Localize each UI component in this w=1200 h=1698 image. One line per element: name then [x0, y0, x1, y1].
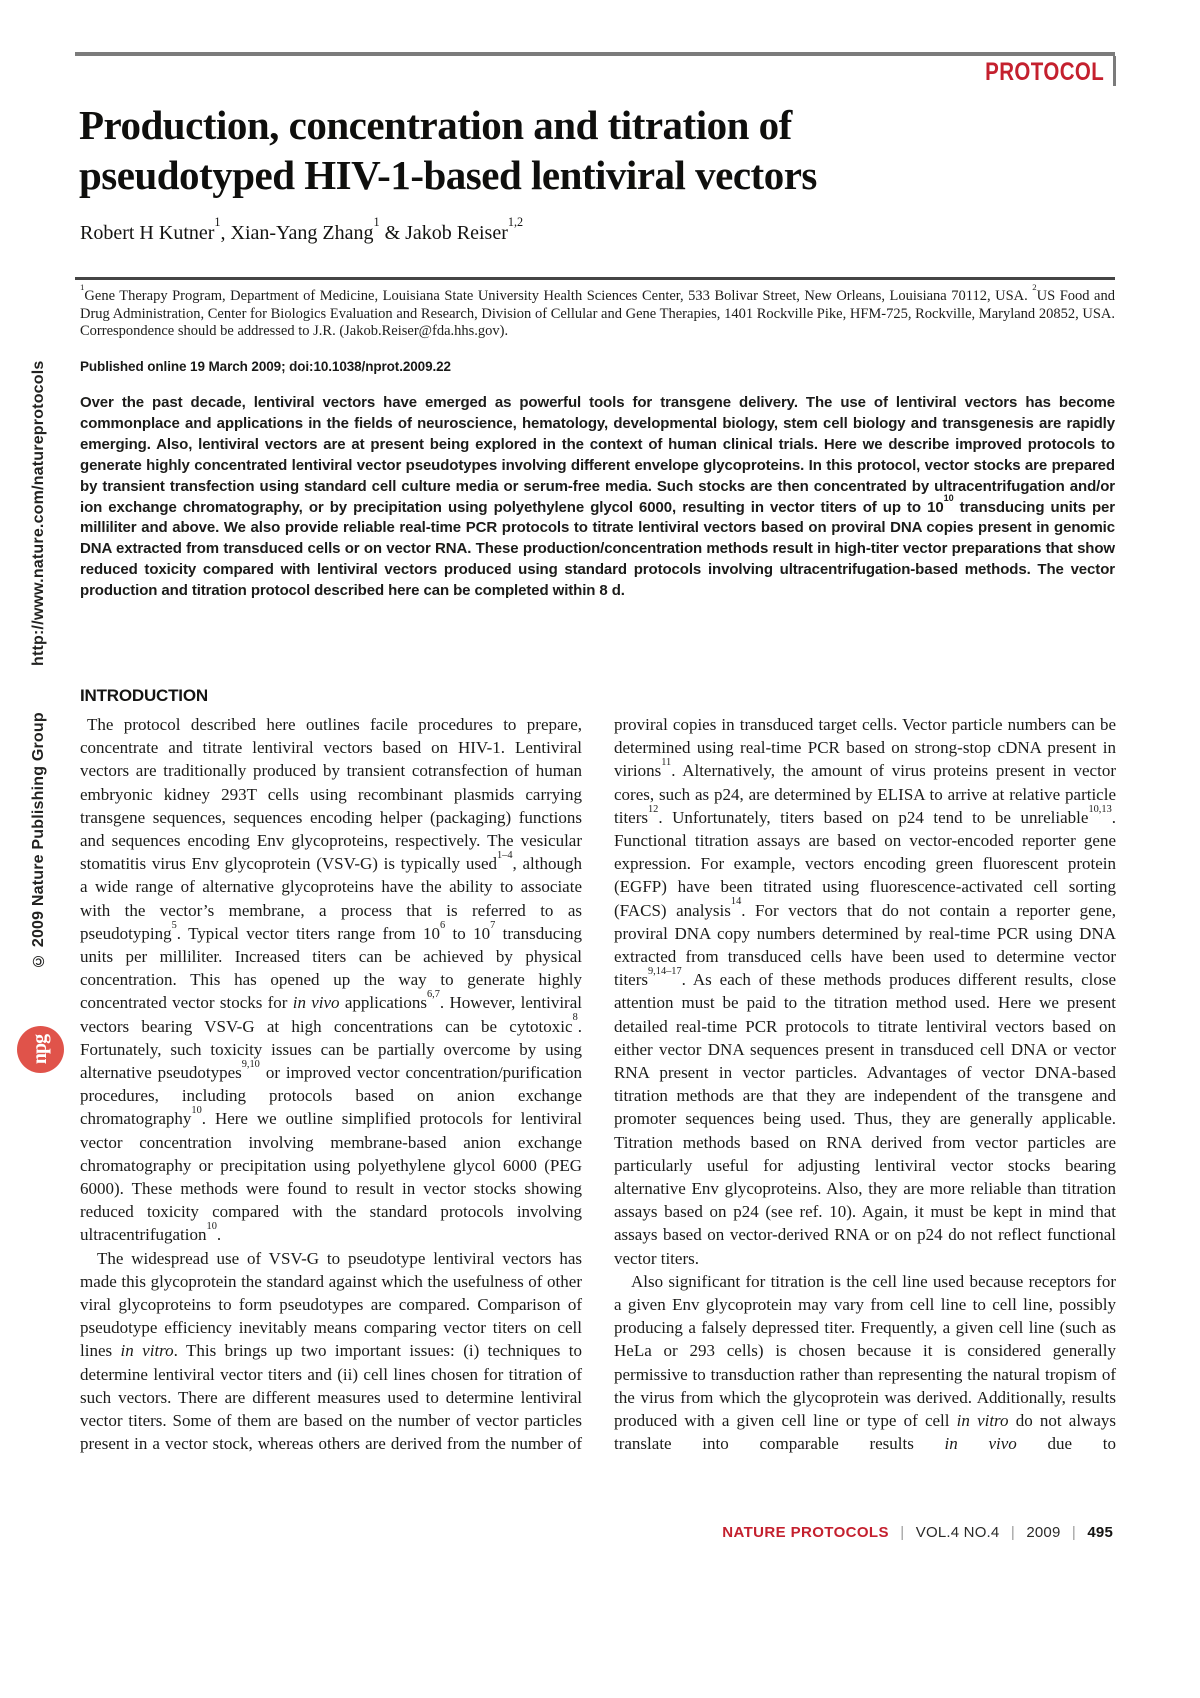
npg-logo-text: npg: [29, 1034, 51, 1065]
right-column: [614, 713, 1116, 1456]
published-doi-line: Published online 19 March 2009; doi:10.1038/nprot.2009.22: [80, 359, 451, 374]
paper-title-line-1: Production, concentration and titration of: [79, 102, 792, 148]
abstract: Over the past decade, lentiviral vectors have emerged as powerful tools for transgene delivery. The use of lentiviral vectors has become commonplace and applications in the fields of neuroscience, hematology, developmental biology, stem cell biology and transgenesis are rapidly emerging. Also, lentiviral vectors are at present being explored in the context of human clinical trials. Here we describe improved protocols to generate highly concentrated lentiviral vector pseudotypes involving different envelope glycoproteins. In this protocol, vector stocks are prepared by transient transfection using standard cell culture media or serum-free media. Such stocks are then concentrated by ultracentrifugation and/or ion exchange chromatography, or by precipitation using polyethylene glycol 6000, resulting in vector titers of up to $10^{10}$ transducing units per milliliter and above. We also provide reliable real-time PCR protocols to titrate lentiviral vectors based on proviral DNA copies present in genomic DNA extracted from transduced cells or on vector RNA. These production/concentration methods result in high-titer vector preparations that show reduced toxicity compared with lentiviral vectors produced using standard protocols involving ultracentrifugation-based methods. The vector production and titration protocol described here can be completed within 8 d.: [80, 394, 1115, 600]
volume-number: VOL.4 NO.4: [915, 1524, 1000, 1541]
two-column-body: [80, 713, 1116, 1456]
copyright-notice: © 2009 Nature Publishing Group: [30, 712, 47, 969]
footer-separator: |: [900, 1524, 905, 1541]
badge-row: [75, 56, 1116, 86]
intro-paragraph: The protocol described here outlines facile procedures to prepare, concentrate and titrate lentiviral vectors based on HIV-1. Lentiviral vectors are traditionally produced by transient cotransfection of human embryonic kidney 293T cells using recombinant plasmids carrying transgene sequences, sequences encoding helper (packaging) functions and sequences encoding Env glycoproteins, respectively. The vesicular stomatitis virus Env glycoprotein (VSV-G) is typically used$^{1-4}$, although a wide range of alternative glycoproteins have the ability to associate with the vector’s membrane, a process that is referred to as pseudotyping$^5$. Typical vector titers range from $10^6$ to $10^7$ transducing units per milliliter. Increased titers can be achieved by physical concentration. This has opened up the way to generate highly concentrated vector stocks for in vivo applications$^{6,7}$. However, lentiviral vectors bearing VSV-G at high concentrations can be cytotoxic$^8$. Fortunately, such toxicity issues can be partially overcome by using alternative pseudotypes$^{9,10}$ or improved vector concentration/purification procedures, including protocols based on anion exchange chromatography$^{10}$. Here we outline simplified protocols for lentiviral vector concentration involving membrane-based anion exchange chromatography or precipitation using polyethylene glycol 6000 (PEG 6000). These methods were found to result in vector stocks showing reduced toxicity compared with the standard protocols involving ultracentrifugation$^{10}$.: [80, 715, 582, 1245]
journal-name: NATURE PROTOCOLS: [722, 1524, 889, 1541]
npg-logo: [17, 1026, 64, 1073]
journal-url: http://www.nature.com/natureprotocols: [30, 360, 47, 666]
paper-title: [79, 100, 1079, 200]
publication-year: 2009: [1026, 1524, 1061, 1541]
left-column: [80, 713, 582, 1456]
author-rule: [75, 277, 1115, 280]
introduction-heading: INTRODUCTION: [80, 686, 208, 705]
footer-separator: |: [1010, 1524, 1015, 1541]
affiliation-note: $^1$Gene Therapy Program, Department of Medicine, Louisiana State University Health Sciences Center, 533 Bolivar Street, New Orleans, Louisiana 70112, USA. $^2$US Food and Drug Administration, Center for Biologics Evaluation and Research, Division of Cellular and Gene Therapies, 1401 Rockville Pike, HFM-725, Rockville, Maryland 20852, USA. Correspondence should be addressed to J.R. (Jakob.Reiser@fda.hhs.gov).: [80, 282, 1115, 339]
footer-separator: |: [1071, 1524, 1076, 1541]
author-list: Robert H Kutner$^1$, Xian-Yang Zhang$^1$ & Jakob Reiser$^{1,2}$: [80, 214, 524, 244]
intro-paragraph: The widespread use of VSV-G to pseudotype lentiviral vectors has made this glycoprotein the standard against which the usefulness of other viral glycoproteins to form pseudotypes are compared. Comparison of pseudotype efficiency inevitably means comparing vector titers on cell lines in vitro. This brings up two important issues: (i) techniques to determine lentiviral vector titers and (ii) cell lines chosen for titration of such vectors. There are different measures used to determine lentiviral vector titers. Some of them are based on the number of vector particles present in a vector stock, whereas others are derived from the number of: [80, 1248, 582, 1454]
sidebar-vertical-text: [30, 360, 48, 969]
paper-title-line-2: pseudotyped HIV-1-based lentiviral vectors: [79, 152, 817, 198]
protocol-badge: PROTOCOL: [984, 58, 1104, 86]
page-number: 495: [1087, 1524, 1113, 1541]
intro-paragraph: proviral copies in transduced target cells. Vector particle numbers can be determined using real-time PCR based on strong-stop cDNA present in virions$^{11}$. Alternatively, the amount of virus proteins present in vector cores, such as p24, are determined by ELISA to arrive at relative particle titers$^{12}$. Unfortunately, titers based on p24 tend to be unreliable$^{10,13}$. Functional titration assays are based on vector-encoded reporter gene expression. For example, vectors encoding green fluorescent protein (EGFP) have been titrated using fluorescence-activated cell sorting (FACS) analysis$^{14}$. For vectors that do not contain a reporter gene, proviral DNA copy numbers determined by real-time PCR using DNA extracted from transduced cells have been used to determine vector titers$^{9,14-17}$. As each of these methods produces different results, close attention must be paid to the titration method used. Here we present detailed real-time PCR protocols to titrate lentiviral vectors based on either vector DNA sequences present in transduced cell DNA or vector RNA present in vector particles. Advantages of vector DNA-based titration methods are that they are independent of the transgene and promoter sequences being used. Thus, they are generally applicable. Titration methods based on RNA derived from vector particles are particularly useful for adjusting lentiviral vector stocks bearing alternative Env glycoproteins. Also, they are more reliable than titration assays based on p24 (see ref. 10). Again, it must be kept in mind that assays based on vector-derived RNA or on p24 do not reflect functional vector titers.: [614, 715, 1116, 1268]
page-footer: [75, 1524, 1113, 1541]
intro-paragraph: Also significant for titration is the cell line used because receptors for a given Env glycoprotein may vary from cell line to cell line, possibly producing a falsely depressed titer. Frequently, a given cell line (such as HeLa or 293 cells) is chosen because it is considered generally permissive to transduction rather than representing the natural tropism of the virus from which the glycoprotein was derived. Additionally, results produced with a given cell line or type of cell in vitro do not always translate into comparable results in vivo due to: [614, 1271, 1116, 1454]
